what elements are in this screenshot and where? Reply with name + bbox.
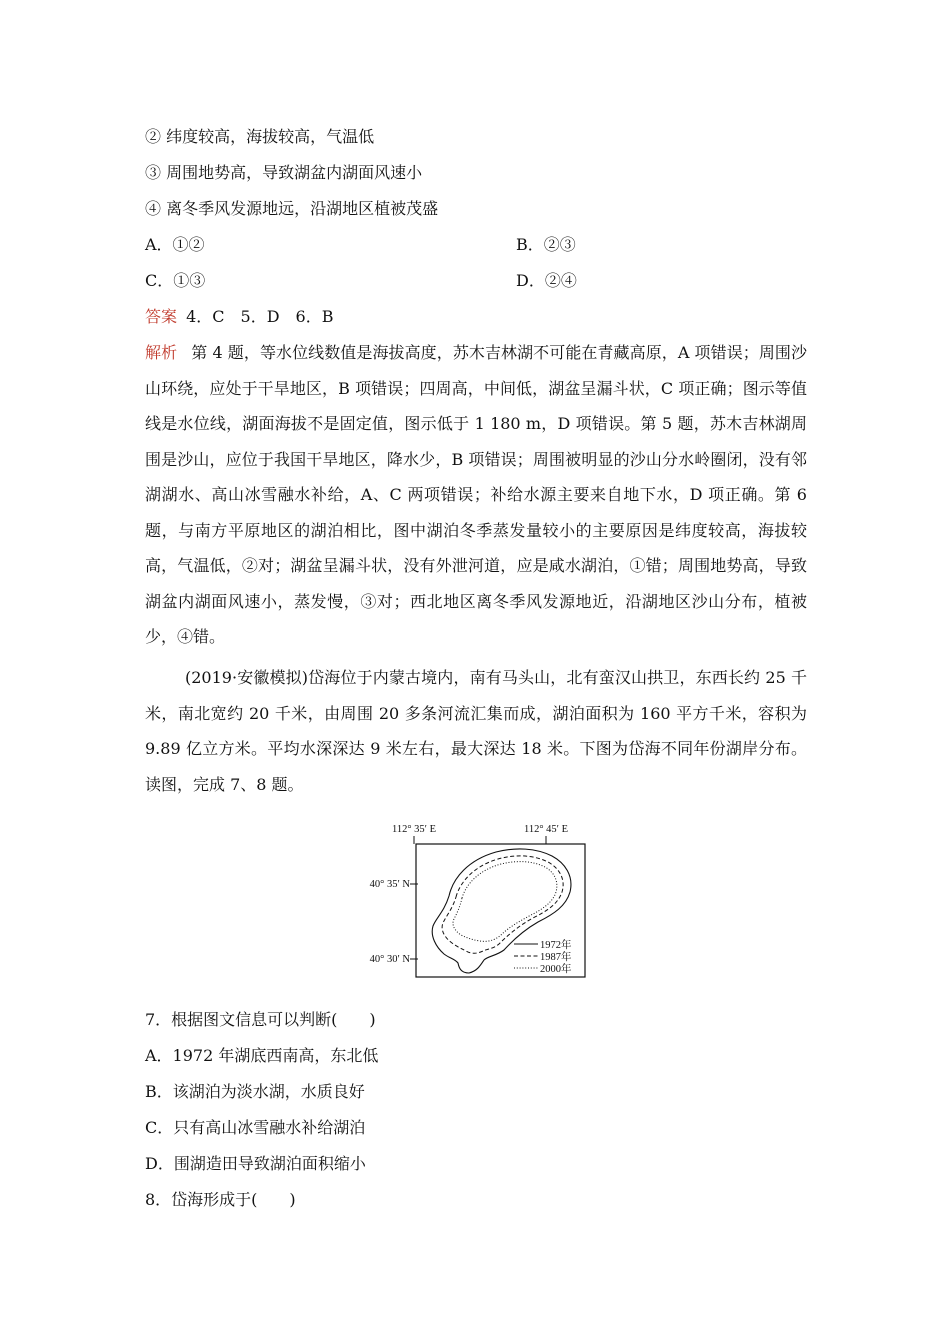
q7-option-d: D．围湖造田导致湖泊面积缩小	[145, 1154, 366, 1173]
q6-option-c: C．①③	[145, 271, 206, 290]
q6-item-4: ④ 离冬季风发源地远，沿湖地区植被茂盛	[145, 199, 439, 218]
explanation-paragraph	[145, 335, 807, 655]
explanation-label: 解析	[145, 343, 178, 362]
q8-stem: 8．岱海形成于( )	[145, 1190, 296, 1209]
lat-label-south: 40° 30′ N	[369, 954, 410, 965]
lon-label-west: 112° 35′ E	[391, 824, 437, 835]
answer-line	[145, 307, 337, 327]
q6-item-2: ② 纬度较高，海拔较高，气温低	[145, 127, 375, 146]
intro-paragraph: (2019·安徽模拟)岱海位于内蒙古境内，南有马头山，北有蛮汉山拱卫，东西长约 25 千米，南北宽约 20 千米，由周围 20 多条河流汇集而成，湖泊面积为 160 平方千米，容积为 9.89 亿立方米。平均水深深达 9 米左右，最大深达 18 米。下图为岱海不同年份湖岸分布。读图，完成 7、8 题。	[145, 668, 807, 794]
lat-label-north: 40° 35′ N	[369, 879, 410, 890]
answer-text: 4．C 5．D 6．B	[186, 307, 334, 326]
q7-option-b: B．该湖泊为淡水湖，水质良好	[145, 1082, 365, 1101]
lon-label-east: 112° 45′ E	[523, 824, 569, 835]
shoreline-2000	[453, 862, 557, 942]
q6-option-d: D．②④	[516, 271, 577, 290]
map-svg	[356, 818, 592, 986]
q7-option-a: A．1972 年湖底西南高，东北低	[145, 1046, 379, 1065]
q6-item-3: ③ 周围地势高，导致湖盆内湖面风速小	[145, 163, 423, 182]
q6-option-b: B．②③	[516, 235, 576, 254]
q7-option-c: C．只有高山冰雪融水补给湖泊	[145, 1118, 366, 1137]
daihai-shoreline-map	[356, 818, 592, 986]
shoreline-1987	[442, 856, 563, 953]
answer-label: 答案	[145, 307, 178, 326]
legend-label-1972: 1972年	[540, 940, 572, 951]
explanation-text: 第 4 题，等水位线数值是海拔高度，苏木吉林湖不可能在青藏高原，A 项错误；周围沙山环绕，应处于干旱地区，B 项错误；四周高，中间低，湖盆呈漏斗状，C 项正确；图示等值线是水位线，湖面海拔不是固定值，图示低于 1 180 m，D 项错误。第 5 题，苏木吉林湖周围是沙山，应位于我国干旱地区，降水少，B 项错误；周围被明显的沙山分水岭圈闭，没有邻湖湖水、高山冰雪融水补给，A、C 两项错误；补给水源主要来自地下水，D 项正确。第 6 题，与南方平原地区的湖泊相比，图中湖泊冬季蒸发量较小的主要原因是纬度较高，海拔较高，气温低，②对；湖盆呈漏斗状，没有外泄河道，应是咸水湖泊，①错；周围地势高，导致湖盆内湖面风速小，蒸发慢，③对；西北地区离冬季风发源地近，沿湖地区沙山分布，植被少，④错。	[145, 343, 807, 646]
legend-label-2000: 2000年	[540, 964, 572, 975]
q7-stem: 7．根据图文信息可以判断( )	[145, 1010, 376, 1029]
q6-option-a: A．①②	[145, 235, 205, 254]
legend-label-1987: 1987年	[540, 952, 572, 963]
